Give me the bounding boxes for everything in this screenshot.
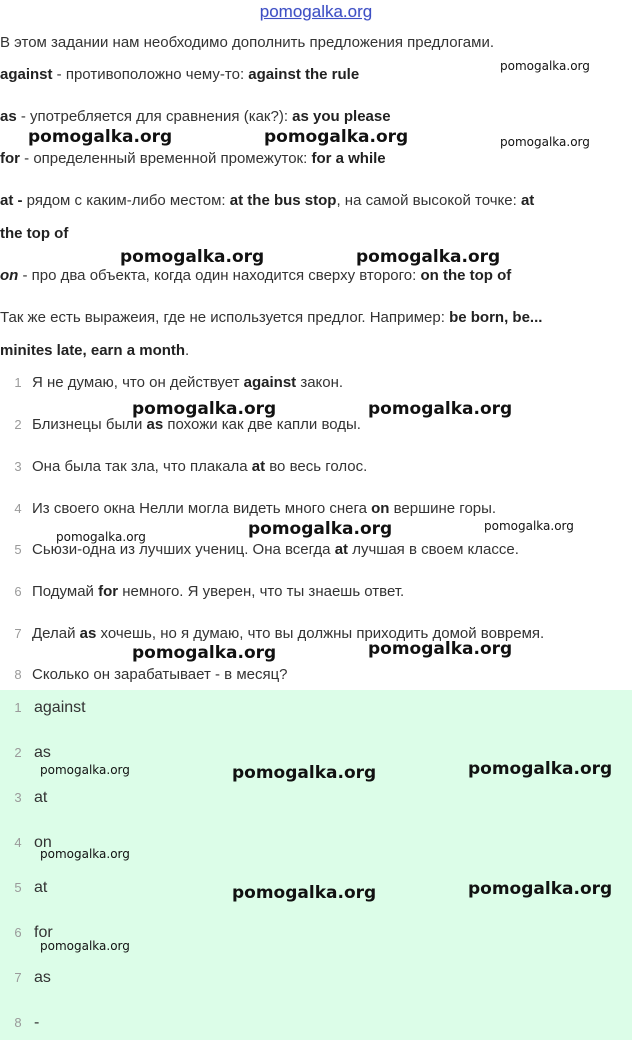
- sentence-word: at: [251, 458, 266, 475]
- sentence-number: 4: [14, 501, 22, 516]
- sentence-number: 3: [14, 459, 22, 474]
- rule-against: [0, 66, 359, 83]
- sentence-before: Подумай: [32, 583, 99, 600]
- answer-text: for: [34, 924, 53, 941]
- sentence-item: [0, 500, 496, 517]
- rule-term: on: [0, 267, 19, 284]
- note-text: Так же есть выражеия, где не используется предлог. Например:: [0, 309, 450, 326]
- answer-number: 5: [14, 880, 22, 895]
- answer-number: 7: [14, 970, 22, 985]
- sentence-number: 7: [14, 626, 22, 641]
- sentence-number: 1: [14, 375, 22, 390]
- sentence-number: 8: [14, 667, 22, 682]
- sentence-after: закон.: [296, 374, 344, 391]
- rule-term: at -: [0, 192, 23, 209]
- sentence-number: 2: [14, 417, 22, 432]
- note-bold-2: minites late, earn a month: [0, 342, 186, 359]
- rule-text: - употребляется для сравнения (как?):: [16, 108, 293, 125]
- rule-example: as you please: [292, 108, 391, 125]
- answers-panel: [0, 690, 632, 1040]
- rule-for: [0, 150, 386, 167]
- answer-number: 4: [14, 835, 22, 850]
- watermark: pomogalka.org: [232, 763, 377, 783]
- sentence-after: лучшая в своем классе.: [348, 541, 519, 558]
- sentence-before: Близнецы были: [32, 416, 147, 433]
- watermark: pomogalka.org: [40, 763, 130, 777]
- sentence-after: во весь голос.: [265, 458, 368, 475]
- watermark: pomogalka.org: [40, 939, 130, 953]
- rule-at-continued: [0, 225, 68, 242]
- rule-term: against: [0, 66, 53, 83]
- rule-example-2: at: [520, 192, 535, 209]
- sentence-word: as: [146, 416, 164, 433]
- rule-text: - про два объекта, когда один находится сверху второго:: [18, 267, 421, 284]
- watermark: pomogalka.org: [40, 847, 130, 861]
- answer-item: [0, 699, 86, 717]
- sentence-before: Сьюзи-одна из лучших учениц. Она всегда: [32, 541, 335, 558]
- watermark: pomogalka.org: [132, 399, 277, 419]
- answer-number: 6: [14, 925, 22, 940]
- intro-text: В этом задании нам необходимо дополнить предложения предлогами.: [0, 34, 494, 51]
- rule-example: for a while: [311, 150, 386, 167]
- rule-example-cont: the top of: [0, 225, 69, 242]
- header-watermark-link[interactable]: pomogalka.org: [259, 2, 373, 21]
- watermark: pomogalka.org: [232, 883, 377, 903]
- note-line-2: [0, 342, 189, 359]
- answer-number: 1: [14, 700, 22, 715]
- watermark: pomogalka.org: [56, 530, 146, 544]
- answer-item: [0, 969, 51, 987]
- watermark: pomogalka.org: [248, 519, 393, 539]
- sentence-word: at: [334, 541, 349, 558]
- answer-number: 8: [14, 1015, 22, 1030]
- rule-example: against the rule: [248, 66, 360, 83]
- note-end: .: [185, 342, 190, 359]
- answer-number: 2: [14, 745, 22, 760]
- sentence-before: Сколько он зарабатывает - в месяц?: [32, 666, 288, 683]
- watermark: pomogalka.org: [468, 879, 613, 899]
- watermark: pomogalka.org: [368, 639, 513, 659]
- rule-term: as: [0, 108, 17, 125]
- rule-at: [0, 192, 534, 209]
- rule-term: for: [0, 150, 20, 167]
- rule-example: at the bus stop: [229, 192, 337, 209]
- sentence-before: Делай: [32, 625, 80, 642]
- sentence-word: as: [79, 625, 97, 642]
- answer-item: [0, 1014, 39, 1032]
- watermark: pomogalka.org: [356, 247, 501, 267]
- rule-text: - определенный временной промежуток:: [20, 150, 312, 167]
- sentence-before: Она была так зла, что плакала: [32, 458, 252, 475]
- answer-item: [0, 879, 47, 897]
- rule-as: [0, 108, 391, 125]
- sentence-item: [0, 374, 343, 391]
- watermark: pomogalka.org: [264, 127, 409, 147]
- watermark: pomogalka.org: [132, 643, 277, 663]
- watermark: pomogalka.org: [120, 247, 265, 267]
- watermark: pomogalka.org: [484, 519, 574, 533]
- sentence-after: немного. Я уверен, что ты знаешь ответ.: [118, 583, 405, 600]
- sentence-before: Я не думаю, что он действует: [32, 374, 244, 391]
- note-line-1: [0, 309, 542, 326]
- answer-text: at: [34, 879, 48, 896]
- rule-text-2: , на самой высокой точке:: [336, 192, 521, 209]
- sentence-word: on: [371, 500, 390, 517]
- sentence-item: [0, 583, 404, 600]
- sentence-item: [0, 666, 288, 683]
- answer-text: -: [34, 1014, 40, 1031]
- watermark: pomogalka.org: [468, 759, 613, 779]
- answer-text: at: [34, 789, 48, 806]
- watermark: pomogalka.org: [500, 135, 590, 149]
- sentence-item: [0, 458, 367, 475]
- answer-text: as: [34, 744, 51, 761]
- answer-item: [0, 789, 47, 807]
- rule-example: on the top of: [420, 267, 512, 284]
- answer-text: against: [34, 699, 86, 716]
- sentence-number: 6: [14, 584, 22, 599]
- sentence-number: 5: [14, 542, 22, 557]
- watermark: pomogalka.org: [28, 127, 173, 147]
- sentence-word: for: [98, 583, 119, 600]
- rule-text: рядом с каким-либо местом:: [22, 192, 230, 209]
- sentence-after: похожи как две капли воды.: [163, 416, 361, 433]
- watermark: pomogalka.org: [368, 399, 513, 419]
- answer-text: on: [34, 834, 52, 851]
- watermark: pomogalka.org: [500, 59, 590, 73]
- rule-on: [0, 267, 511, 284]
- sentence-after: хочешь, но я думаю, что вы должны приходить домой вовремя.: [96, 625, 545, 642]
- sentence-word: against: [243, 374, 297, 391]
- answer-number: 3: [14, 790, 22, 805]
- sentence-after: вершине горы.: [389, 500, 497, 517]
- answer-text: as: [34, 969, 51, 986]
- answer-item: [0, 744, 51, 762]
- note-bold-1: be born, be...: [449, 309, 543, 326]
- rule-text: - противоположно чему-то:: [52, 66, 249, 83]
- sentence-before: Из своего окна Нелли могла видеть много снега: [32, 500, 372, 517]
